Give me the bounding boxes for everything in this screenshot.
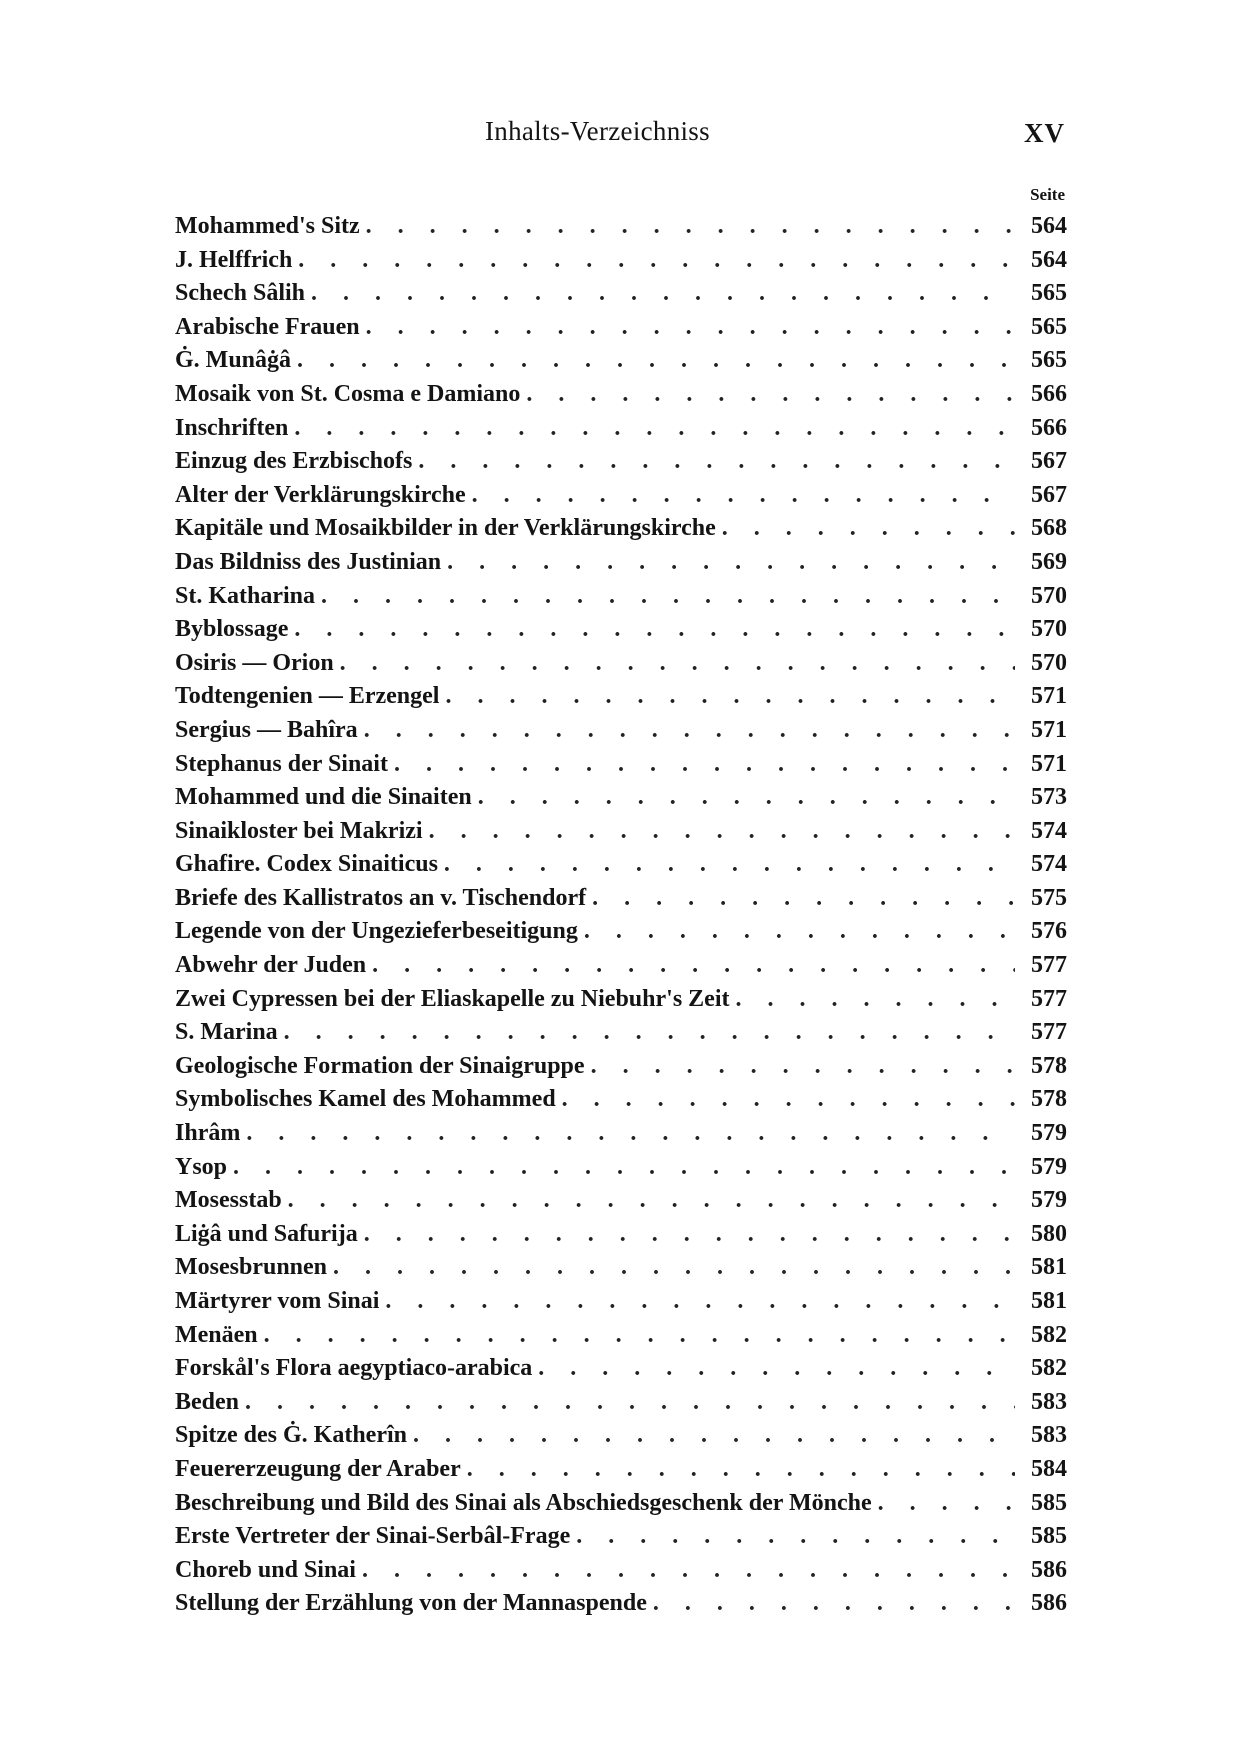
toc-entry-title: Stephanus der Sinait <box>175 750 388 777</box>
dot-leader <box>364 1218 1015 1252</box>
toc-entry-title: Mohammed's Sitz <box>175 213 360 239</box>
toc-entry-page: 586 <box>1031 1590 1067 1617</box>
dot-leader <box>735 983 1015 1017</box>
dot-leader <box>467 1453 1015 1487</box>
dot-leader <box>372 949 1015 983</box>
toc-entry <box>175 882 1067 916</box>
dot-leader <box>418 445 1015 479</box>
toc-entry-title: Forskål's Flora aegyptiaco-arabica <box>175 1355 533 1382</box>
toc-entry <box>175 1151 1067 1185</box>
dot-leader <box>444 848 1015 882</box>
dot-leader <box>429 815 1015 849</box>
dot-leader <box>591 1050 1015 1084</box>
toc-entry-page: 574 <box>1031 817 1067 844</box>
toc-entry-page: 571 <box>1031 750 1067 777</box>
toc-entry-page: 570 <box>1031 649 1067 676</box>
toc-entry-title: J. Helffrich <box>175 246 293 273</box>
toc-entry-title: Mohammed und die Sinaiten <box>175 784 472 811</box>
running-title: Inhalts-Verzeichniss <box>485 116 710 146</box>
toc-entry-title: Mosesbrunnen <box>175 1254 328 1281</box>
dot-leader <box>653 1587 1015 1621</box>
toc-entry-title: Osiris — Orion <box>175 649 334 676</box>
dot-leader <box>366 210 1015 244</box>
toc-entry-page: 583 <box>1031 1422 1067 1449</box>
toc-entry <box>175 949 1067 983</box>
toc-entry-page: 564 <box>1031 213 1067 239</box>
toc-entry <box>175 412 1067 446</box>
toc-entry-page: 578 <box>1031 1086 1067 1113</box>
dot-leader <box>362 1554 1015 1588</box>
toc-entry-title: Schech Sâlih <box>175 280 306 307</box>
toc-entry <box>175 1285 1067 1319</box>
toc-entry-page: 581 <box>1031 1254 1067 1281</box>
toc-entry-page: 571 <box>1031 716 1067 743</box>
toc-entry-title: Byblossage <box>175 616 289 643</box>
dot-leader <box>321 580 1015 614</box>
toc-entry-title: Zwei Cypressen bei der Eliaskapelle zu Niebuhr's Zeit <box>175 985 730 1012</box>
toc-entry-page: 565 <box>1031 280 1067 307</box>
toc-entry-title: Menäen <box>175 1321 258 1348</box>
toc-entry-page: 564 <box>1031 246 1067 273</box>
toc-entry-page: 575 <box>1031 884 1067 911</box>
toc-entry-page: 567 <box>1031 448 1067 475</box>
dot-leader <box>294 613 1015 647</box>
toc-entry-title: Symbolisches Kamel des Mohammed <box>175 1086 556 1113</box>
toc-entry-page: 582 <box>1031 1355 1067 1382</box>
toc-entry-page: 579 <box>1031 1120 1067 1147</box>
toc-entry-title: Abwehr der Juden <box>175 952 367 979</box>
dot-leader <box>878 1487 1015 1521</box>
page-column-heading: Seite <box>1030 185 1065 204</box>
toc-entry-title: Stellung der Erzählung von der Mannaspende <box>175 1590 647 1617</box>
toc-entry-title: Beden <box>175 1388 240 1415</box>
toc-entry <box>175 344 1067 378</box>
toc-entry <box>175 1218 1067 1252</box>
dot-leader <box>722 512 1015 546</box>
toc-entry <box>175 1554 1067 1588</box>
toc-entry-page: 579 <box>1031 1187 1067 1214</box>
dot-leader <box>298 244 1015 278</box>
toc-entry-title: Das Bildniss des Justinian <box>175 548 442 575</box>
toc-entry <box>175 1083 1067 1117</box>
dot-leader <box>294 412 1015 446</box>
dot-leader <box>447 546 1015 580</box>
dot-leader <box>445 680 1015 714</box>
toc-entry-title: Liġâ und Safurija <box>175 1220 358 1247</box>
dot-leader <box>385 1285 1015 1319</box>
toc-entry-page: 565 <box>1031 347 1067 374</box>
toc-entry <box>175 277 1067 311</box>
dot-leader <box>562 1083 1015 1117</box>
toc-entry-page: 571 <box>1031 683 1067 710</box>
dot-leader <box>297 344 1015 378</box>
dot-leader <box>584 915 1015 949</box>
dot-leader <box>538 1352 1015 1386</box>
dot-leader <box>592 882 1015 916</box>
dot-leader <box>311 277 1015 311</box>
toc-entry-title: Sergius — Bahîra <box>175 716 358 743</box>
toc-entry-title: St. Katharina <box>175 582 316 609</box>
toc-entry <box>175 1386 1067 1420</box>
toc-entry-title: Arabische Frauen <box>175 313 360 340</box>
toc-entry-title: Ihrâm <box>175 1120 241 1147</box>
table-of-contents <box>175 210 1067 1621</box>
toc-entry <box>175 815 1067 849</box>
toc-entry <box>175 1016 1067 1050</box>
toc-entry-page: 586 <box>1031 1556 1067 1583</box>
dot-leader <box>333 1251 1015 1285</box>
toc-entry <box>175 1251 1067 1285</box>
toc-entry-page: 579 <box>1031 1153 1067 1180</box>
running-head <box>0 116 1241 156</box>
toc-entry-page: 566 <box>1031 414 1067 441</box>
toc-entry-title: Alter der Verklärungskirche <box>175 481 466 508</box>
toc-entry-page: 585 <box>1031 1523 1067 1550</box>
toc-entry-title: Feuererzeugung der Araber <box>175 1455 461 1482</box>
toc-entry <box>175 378 1067 412</box>
toc-entry-page: 584 <box>1031 1455 1067 1482</box>
toc-entry-title: Inschriften <box>175 414 289 441</box>
toc-entry <box>175 781 1067 815</box>
toc-entry-title: S. Marina <box>175 1019 278 1046</box>
toc-entry <box>175 1453 1067 1487</box>
toc-entry-page: 566 <box>1031 380 1067 407</box>
toc-entry-page: 570 <box>1031 616 1067 643</box>
toc-entry <box>175 1184 1067 1218</box>
toc-entry-title: Sinaikloster bei Makrizi <box>175 817 423 844</box>
toc-entry-title: Choreb und Sinai <box>175 1556 356 1583</box>
toc-entry <box>175 580 1067 614</box>
toc-entry-title: Märtyrer vom Sinai <box>175 1288 380 1314</box>
dot-leader <box>264 1319 1015 1353</box>
toc-entry <box>175 848 1067 882</box>
toc-entry <box>175 613 1067 647</box>
toc-entry-page: 583 <box>1031 1388 1067 1415</box>
toc-entry <box>175 1520 1067 1554</box>
toc-entry-title: Kapitäle und Mosaikbilder in der Verklärungskirche <box>175 515 716 542</box>
toc-entry-title: Briefe des Kallistratos an v. Tischendorf <box>175 884 587 911</box>
toc-entry-title: Mosesstab <box>175 1187 282 1214</box>
dot-leader <box>366 311 1015 345</box>
dot-leader <box>340 647 1015 681</box>
toc-entry-page: 565 <box>1031 313 1067 340</box>
toc-entry-title: Einzug des Erzbischofs <box>175 448 413 475</box>
toc-entry <box>175 311 1067 345</box>
toc-entry-title: Erste Vertreter der Sinai-Serbâl-Frage <box>175 1523 571 1550</box>
toc-entry-title: Geologische Formation der Sinaigruppe <box>175 1052 585 1079</box>
page-number: XV <box>1024 118 1065 148</box>
toc-entry-page: 577 <box>1031 1019 1067 1046</box>
toc-entry-page: 574 <box>1031 851 1067 878</box>
toc-entry-page: 577 <box>1031 985 1067 1012</box>
toc-entry-title: Ghafire. Codex Sinaiticus <box>175 851 438 878</box>
dot-leader <box>472 479 1015 513</box>
toc-entry <box>175 546 1067 580</box>
toc-entry-title: Todtengenien — Erzengel <box>175 683 440 710</box>
dot-leader <box>394 748 1015 782</box>
toc-entry-page: 581 <box>1031 1288 1067 1314</box>
toc-entry-page: 569 <box>1031 548 1067 575</box>
toc-entry <box>175 1352 1067 1386</box>
toc-entry <box>175 680 1067 714</box>
toc-entry <box>175 244 1067 278</box>
toc-entry-title: Ysop <box>175 1153 228 1180</box>
toc-entry-title: Mosaik von St. Cosma e Damiano <box>175 380 521 407</box>
toc-entry <box>175 512 1067 546</box>
dot-leader <box>288 1184 1015 1218</box>
toc-entry <box>175 1587 1067 1621</box>
toc-entry-page: 570 <box>1031 582 1067 609</box>
toc-entry <box>175 1487 1067 1521</box>
dot-leader <box>478 781 1015 815</box>
dot-leader <box>526 378 1015 412</box>
toc-entry <box>175 748 1067 782</box>
toc-entry <box>175 915 1067 949</box>
toc-entry-page: 585 <box>1031 1489 1067 1516</box>
toc-entry <box>175 1050 1067 1084</box>
toc-entry <box>175 479 1067 513</box>
dot-leader <box>284 1016 1015 1050</box>
toc-entry-page: 576 <box>1031 918 1067 945</box>
dot-leader <box>413 1419 1015 1453</box>
dot-leader <box>576 1520 1015 1554</box>
dot-leader <box>246 1117 1015 1151</box>
toc-entry-page: 578 <box>1031 1052 1067 1079</box>
toc-entry-page: 580 <box>1031 1220 1067 1247</box>
dot-leader <box>245 1386 1015 1420</box>
toc-entry-title: Ġ. Munâġâ <box>175 347 292 374</box>
toc-entry-title: Legende von der Ungezieferbeseitigung <box>175 918 578 945</box>
dot-leader <box>233 1151 1015 1185</box>
toc-entry-page: 582 <box>1031 1321 1067 1348</box>
toc-entry-page: 577 <box>1031 952 1067 979</box>
toc-entry <box>175 714 1067 748</box>
toc-entry <box>175 647 1067 681</box>
toc-entry <box>175 1419 1067 1453</box>
dot-leader <box>364 714 1015 748</box>
toc-entry <box>175 1319 1067 1353</box>
toc-entry-page: 567 <box>1031 481 1067 508</box>
toc-entry-title: Spitze des Ġ. Katherîn <box>175 1422 407 1449</box>
toc-entry <box>175 983 1067 1017</box>
toc-entry-page: 573 <box>1031 784 1067 811</box>
toc-entry-title: Beschreibung und Bild des Sinai als Abschiedsgeschenk der Mönche <box>175 1489 872 1516</box>
toc-entry <box>175 210 1067 244</box>
toc-entry <box>175 1117 1067 1151</box>
toc-entry-page: 568 <box>1031 515 1067 542</box>
toc-entry <box>175 445 1067 479</box>
